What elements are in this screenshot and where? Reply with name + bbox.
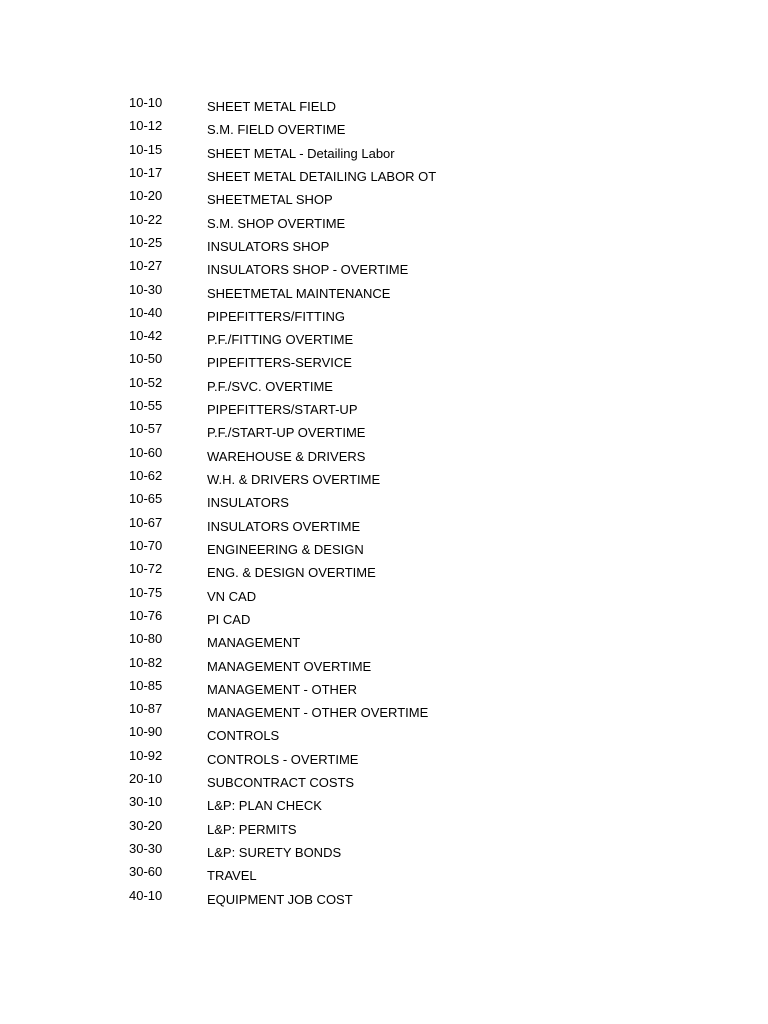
- cost-code-description: L&P: PLAN CHECK: [207, 798, 322, 814]
- cost-code-description: ENG. & DESIGN OVERTIME: [207, 565, 376, 581]
- cost-code: 10-52: [129, 374, 163, 390]
- cost-code-description: WAREHOUSE & DRIVERS: [207, 448, 366, 464]
- cost-code-description: SHEET METAL FIELD: [207, 99, 337, 114]
- list-item: [0, 398, 768, 421]
- cost-code: 10-76: [129, 607, 163, 623]
- list-item: [0, 748, 768, 771]
- cost-code: 10-57: [129, 421, 163, 437]
- list-item: [0, 235, 768, 258]
- list-item: [0, 841, 768, 864]
- cost-code-description: INSULATORS SHOP - OVERTIME: [207, 262, 409, 278]
- cost-code-description: PIPEFITTERS/START-UP: [207, 402, 358, 418]
- list-item: [0, 118, 768, 141]
- cost-code-description: P.F./START-UP OVERTIME: [207, 425, 366, 441]
- list-item: [0, 864, 768, 887]
- cost-code: 10-50: [129, 351, 163, 367]
- list-item: [0, 724, 768, 747]
- list-item: [0, 445, 768, 468]
- list-item: [0, 188, 768, 211]
- list-item: [0, 282, 768, 305]
- cost-code: 10-27: [129, 258, 163, 274]
- cost-code-description: SUBCONTRACT COSTS: [207, 775, 355, 791]
- cost-code: 10-80: [129, 631, 163, 647]
- cost-code-description: SHEET METAL - Detailing Labor: [207, 145, 395, 161]
- cost-code-description: MANAGEMENT - OTHER: [207, 681, 357, 697]
- cost-code: 10-25: [129, 234, 163, 250]
- list-item: [0, 305, 768, 328]
- cost-code: 10-30: [129, 281, 163, 297]
- list-item: [0, 468, 768, 491]
- cost-code-description: L&P: SURETY BONDS: [207, 845, 342, 860]
- cost-code-description: S.M. FIELD OVERTIME: [207, 122, 346, 138]
- cost-code: 40-10: [129, 887, 163, 903]
- list-item: [0, 585, 768, 608]
- list-item: [0, 491, 768, 514]
- cost-code: 10-62: [129, 468, 163, 483]
- list-item: [0, 538, 768, 561]
- cost-code-description: SHEETMETAL MAINTENANCE: [207, 285, 391, 301]
- cost-code: 10-85: [129, 677, 163, 693]
- cost-code: 10-60: [129, 444, 163, 460]
- cost-code-description: TRAVEL: [207, 868, 257, 884]
- cost-code: 30-20: [129, 817, 163, 833]
- cost-code: 30-60: [129, 864, 163, 880]
- cost-code-description: PIPEFITTERS-SERVICE: [207, 355, 352, 371]
- cost-code: 10-70: [129, 537, 163, 553]
- cost-code-description: W.H. & DRIVERS OVERTIME: [207, 472, 381, 487]
- list-item: [0, 351, 768, 374]
- cost-code-description: MANAGEMENT: [207, 635, 301, 651]
- list-item: [0, 515, 768, 538]
- list-item: [0, 608, 768, 631]
- cost-code-description: VN CAD: [207, 588, 257, 604]
- list-item: [0, 328, 768, 351]
- cost-code: 10-20: [129, 188, 163, 204]
- cost-code: 10-87: [129, 701, 163, 717]
- cost-code: 10-55: [129, 398, 163, 414]
- cost-code-description: PI CAD: [207, 611, 251, 627]
- list-item: [0, 701, 768, 724]
- list-item: [0, 95, 768, 118]
- cost-code-list: [0, 95, 768, 911]
- list-item: [0, 165, 768, 188]
- cost-code: 10-67: [129, 514, 163, 530]
- cost-code: 10-10: [129, 95, 163, 110]
- cost-code: 30-30: [129, 841, 163, 856]
- cost-code-description: P.F./FITTING OVERTIME: [207, 332, 354, 348]
- cost-code: 10-42: [129, 328, 163, 344]
- cost-code: 10-65: [129, 491, 163, 507]
- list-item: [0, 888, 768, 911]
- list-item: [0, 818, 768, 841]
- cost-code-description: ENGINEERING & DESIGN: [207, 541, 364, 557]
- cost-code-description: MANAGEMENT - OTHER OVERTIME: [207, 705, 429, 721]
- list-item: [0, 561, 768, 584]
- list-item: [0, 771, 768, 794]
- cost-code: 10-72: [129, 561, 163, 577]
- cost-code-description: L&P: PERMITS: [207, 821, 297, 837]
- list-item: [0, 794, 768, 817]
- cost-code: 10-15: [129, 141, 163, 157]
- cost-code: 20-10: [129, 771, 163, 787]
- list-item: [0, 142, 768, 165]
- list-item: [0, 258, 768, 281]
- list-item: [0, 678, 768, 701]
- cost-code: 10-17: [129, 164, 163, 180]
- cost-code: 10-92: [129, 747, 163, 763]
- cost-code-description: INSULATORS SHOP: [207, 238, 330, 254]
- cost-code-description: CONTROLS - OVERTIME: [207, 751, 359, 767]
- list-item: [0, 375, 768, 398]
- cost-code-description: EQUIPMENT JOB COST: [207, 891, 353, 907]
- list-item: [0, 631, 768, 654]
- cost-code-description: MANAGEMENT OVERTIME: [207, 658, 372, 674]
- cost-code-description: S.M. SHOP OVERTIME: [207, 215, 346, 231]
- cost-code: 10-82: [129, 654, 163, 670]
- cost-code: 10-40: [129, 304, 163, 320]
- cost-code: 10-12: [129, 118, 163, 134]
- cost-code-description: PIPEFITTERS/FITTING: [207, 308, 345, 324]
- cost-code: 10-90: [129, 724, 163, 740]
- cost-code: 10-75: [129, 584, 163, 600]
- list-item: [0, 655, 768, 678]
- list-item: [0, 212, 768, 235]
- cost-code-description: INSULATORS OVERTIME: [207, 518, 361, 534]
- list-item: [0, 421, 768, 444]
- cost-code-description: CONTROLS: [207, 728, 280, 744]
- cost-code-description: SHEET METAL DETAILING LABOR OT: [207, 168, 437, 184]
- cost-code: 30-10: [129, 794, 163, 810]
- cost-code-description: P.F./SVC. OVERTIME: [207, 378, 333, 394]
- cost-code-description: SHEETMETAL SHOP: [207, 192, 333, 208]
- cost-code-description: INSULATORS: [207, 495, 289, 511]
- cost-code: 10-22: [129, 211, 163, 227]
